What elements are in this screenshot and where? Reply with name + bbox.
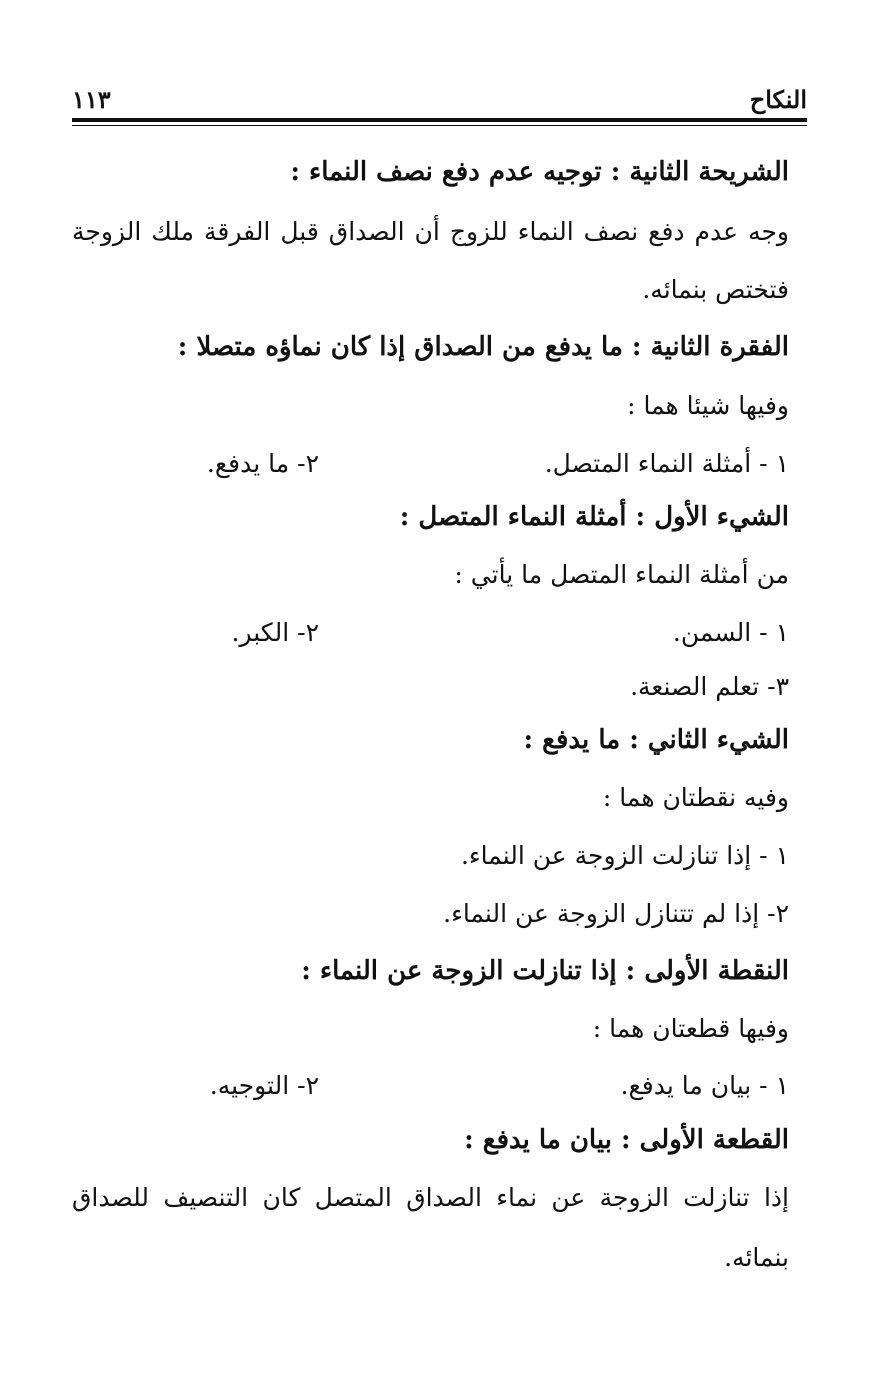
subheading-sharihah-2: الشريحة الثانية : توجيه عدم دفع نصف النماء : [290,157,789,187]
paragraph-line: وفيها شيئا هما : [627,391,789,420]
subheading-nuqtah-1: النقطة الأولى : إذا تنازلت الزوجة عن النماء : [301,956,789,986]
list-item: ٣- تعلم الصنعة. [630,672,789,701]
list-item: ٢- ما يدفع. [206,449,319,478]
page-number: ١١٣ [72,85,111,114]
header-rule-thick [72,118,807,122]
list-item-pair [72,613,789,653]
list-item: ١ - إذا تنازلت الزوجة عن النماء. [460,841,789,870]
subheading-shay-2: الشيء الثاني : ما يدفع : [523,725,789,755]
paragraph-line: وفيها قطعتان هما : [592,1014,789,1043]
header-rule-thin [72,125,807,126]
paragraph-line: فتختص بنمائه. [642,275,789,304]
subheading-shay-1: الشيء الأول : أمثلة النماء المتصل : [399,502,789,532]
paragraph-line: وجه عدم دفع نصف النماء للزوج أن الصداق قبل الفرقة ملك الزوجة [72,217,789,246]
list-item: ١ - بيان ما يدفع. [620,1071,789,1100]
paragraph-line: بنمائه. [724,1243,789,1272]
list-item: ٢- إذا لم تتنازل الزوجة عن النماء. [443,899,789,928]
running-head [72,78,807,114]
paragraph-line: وفيه نقطتان هما : [602,783,789,812]
list-item-pair [72,444,789,484]
paragraph-line: من أمثلة النماء المتصل ما يأتي : [454,560,789,589]
list-item: ١ - أمثلة النماء المتصل. [544,449,789,478]
list-item: ١ - السمن. [672,618,789,647]
paragraph-line: إذا تنازلت الزوجة عن نماء الصداق المتصل كان التنصيف للصداق [72,1183,789,1212]
chapter-title: النكاح [749,85,807,114]
subheading-qitah-1: القطعة الأولى : بيان ما يدفع : [464,1125,789,1155]
list-item: ٢- الكبر. [231,618,319,647]
list-item: ٢- التوجيه. [209,1071,319,1100]
list-item-pair [72,1066,789,1106]
subheading-faqrah-2: الفقرة الثانية : ما يدفع من الصداق إذا كان نماؤه متصلا : [177,332,789,362]
